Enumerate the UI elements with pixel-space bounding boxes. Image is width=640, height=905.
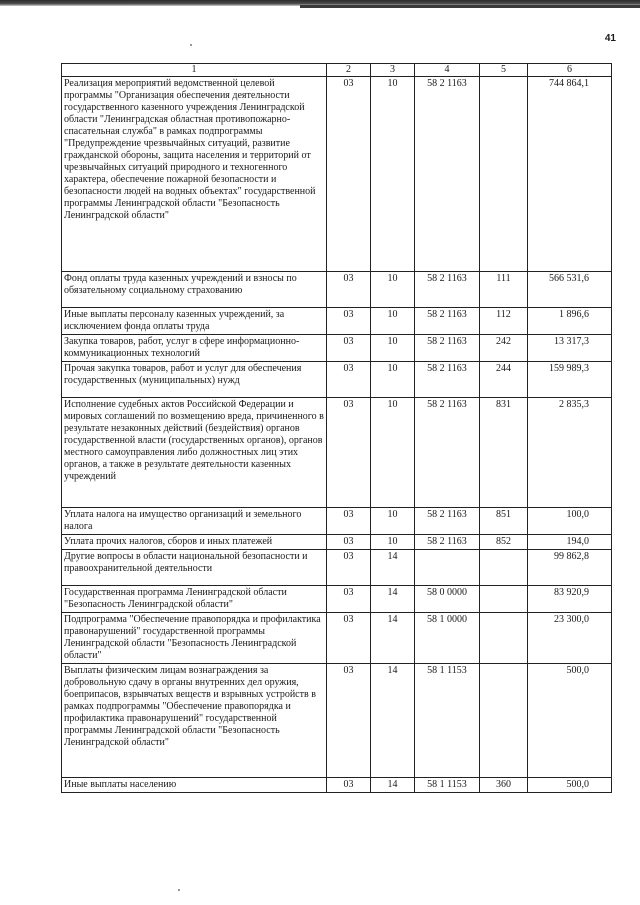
- expense-name-cell: Прочая закупка товаров, работ и услуг для обеспечения государственных (муниципальных) нужд: [62, 362, 327, 398]
- expense-name-cell: Государственная программа Ленинградской области "Безопасность Ленинградской области": [62, 586, 327, 613]
- table-header-row: [62, 64, 612, 77]
- section-code-cell: 03: [327, 362, 371, 398]
- target-item-code-cell: 58 2 1163: [415, 335, 480, 362]
- section-code-cell: 03: [327, 778, 371, 793]
- amount-cell: 566 531,6: [528, 272, 612, 308]
- table-row: [62, 398, 612, 508]
- expense-type-code-cell: [480, 613, 528, 664]
- amount-cell: 13 317,3: [528, 335, 612, 362]
- amount-cell: 83 920,9: [528, 586, 612, 613]
- section-code-cell: 03: [327, 308, 371, 335]
- expense-name-cell: Выплаты физическим лицам вознаграждения за добровольную сдачу в органы внутренних дел оружия, боеприпасов, взрывчатых веществ и взрывных устройств в рамках подпрограммы "Обеспечение правопорядка и профилактика правонарушений" государственной программы Ленинградской области "Безопасность Ленинградской области": [62, 664, 327, 778]
- expense-type-code-cell: [480, 586, 528, 613]
- expense-type-code-cell: 112: [480, 308, 528, 335]
- expense-type-code-cell: 831: [480, 398, 528, 508]
- subsection-code-cell: 14: [371, 586, 415, 613]
- target-item-code-cell: 58 2 1163: [415, 308, 480, 335]
- scan-top-edge-shadow: [300, 5, 640, 8]
- column-header: 3: [371, 64, 415, 77]
- column-header: 5: [480, 64, 528, 77]
- target-item-code-cell: 58 1 1153: [415, 664, 480, 778]
- target-item-code-cell: [415, 550, 480, 586]
- subsection-code-cell: 10: [371, 362, 415, 398]
- amount-cell: 159 989,3: [528, 362, 612, 398]
- table-row: [62, 362, 612, 398]
- expense-name-cell: Закупка товаров, работ, услуг в сфере информационно-коммуникационных технологий: [62, 335, 327, 362]
- expense-type-code-cell: 244: [480, 362, 528, 398]
- amount-cell: 500,0: [528, 778, 612, 793]
- expense-name-cell: Иные выплаты населению: [62, 778, 327, 793]
- subsection-code-cell: 10: [371, 535, 415, 550]
- section-code-cell: 03: [327, 664, 371, 778]
- expense-name-cell: Уплата налога на имущество организаций и земельного налога: [62, 508, 327, 535]
- table-row: [62, 586, 612, 613]
- expense-type-code-cell: 360: [480, 778, 528, 793]
- table-row: [62, 550, 612, 586]
- subsection-code-cell: 10: [371, 508, 415, 535]
- amount-cell: 100,0: [528, 508, 612, 535]
- amount-cell: 23 300,0: [528, 613, 612, 664]
- section-code-cell: 03: [327, 335, 371, 362]
- subsection-code-cell: 14: [371, 613, 415, 664]
- target-item-code-cell: 58 2 1163: [415, 535, 480, 550]
- expense-type-code-cell: [480, 77, 528, 272]
- section-code-cell: 03: [327, 272, 371, 308]
- column-header: 2: [327, 64, 371, 77]
- table-row: [62, 778, 612, 793]
- column-header: 1: [62, 64, 327, 77]
- target-item-code-cell: 58 2 1163: [415, 508, 480, 535]
- subsection-code-cell: 14: [371, 778, 415, 793]
- expense-name-cell: Исполнение судебных актов Российской Федерации и мировых соглашений по возмещению вреда, причиненного в результате незаконных действий (бездействия) органов государственной власти (государственных органов), органов местного самоуправления либо должностных лиц этих органов, а также в результате деятельности казенных учреждений: [62, 398, 327, 508]
- section-code-cell: 03: [327, 398, 371, 508]
- amount-cell: 99 862,8: [528, 550, 612, 586]
- table-row: [62, 664, 612, 778]
- target-item-code-cell: 58 2 1163: [415, 362, 480, 398]
- target-item-code-cell: 58 1 1153: [415, 778, 480, 793]
- column-header: 6: [528, 64, 612, 77]
- expense-type-code-cell: 852: [480, 535, 528, 550]
- expense-name-cell: Реализация мероприятий ведомственной целевой программы "Организация обеспечения деятельности государственного казенного учреждения Ленинградской области "Ленинградская областная противопожарно-спасательная служба" в рамках подпрограммы "Предупреждение чрезвычайных ситуаций, развитие гражданской обороны, защита населения и территорий от чрезвычайных ситуаций природного и техногенного характера, обеспечение пожарной безопасности и безопасности людей на водных объектах" государственной программы Ленинградской области "Безопасность Ленинградской области": [62, 77, 327, 272]
- section-code-cell: 03: [327, 77, 371, 272]
- subsection-code-cell: 14: [371, 550, 415, 586]
- amount-cell: 194,0: [528, 535, 612, 550]
- table-row: [62, 77, 612, 272]
- page-number: 41: [604, 33, 616, 44]
- expense-name-cell: Фонд оплаты труда казенных учреждений и взносы по обязательному социальному страхованию: [62, 272, 327, 308]
- table-row: [62, 613, 612, 664]
- target-item-code-cell: 58 2 1163: [415, 398, 480, 508]
- section-code-cell: 03: [327, 586, 371, 613]
- expense-name-cell: Другие вопросы в области национальной безопасности и правоохранительной деятельности: [62, 550, 327, 586]
- table-row: [62, 272, 612, 308]
- expense-name-cell: Подпрограмма "Обеспечение правопорядка и профилактика правонарушений" государственной программы Ленинградской области "Безопасность Ленинградской области": [62, 613, 327, 664]
- subsection-code-cell: 10: [371, 308, 415, 335]
- expense-type-code-cell: 242: [480, 335, 528, 362]
- budget-table: [61, 63, 612, 793]
- target-item-code-cell: 58 2 1163: [415, 272, 480, 308]
- subsection-code-cell: 10: [371, 77, 415, 272]
- amount-cell: 500,0: [528, 664, 612, 778]
- table-row: [62, 535, 612, 550]
- amount-cell: 744 864,1: [528, 77, 612, 272]
- section-code-cell: 03: [327, 535, 371, 550]
- section-code-cell: 03: [327, 508, 371, 535]
- expense-name-cell: Иные выплаты персоналу казенных учреждений, за исключением фонда оплаты труда: [62, 308, 327, 335]
- section-code-cell: 03: [327, 613, 371, 664]
- amount-cell: 1 896,6: [528, 308, 612, 335]
- section-code-cell: 03: [327, 550, 371, 586]
- target-item-code-cell: 58 1 0000: [415, 613, 480, 664]
- subsection-code-cell: 10: [371, 272, 415, 308]
- table-row: [62, 335, 612, 362]
- expense-type-code-cell: 851: [480, 508, 528, 535]
- subsection-code-cell: 14: [371, 664, 415, 778]
- scan-speck: [190, 44, 192, 46]
- table-row: [62, 308, 612, 335]
- target-item-code-cell: 58 2 1163: [415, 77, 480, 272]
- table-row: [62, 508, 612, 535]
- scan-speck: [178, 889, 180, 891]
- expense-type-code-cell: 111: [480, 272, 528, 308]
- subsection-code-cell: 10: [371, 335, 415, 362]
- amount-cell: 2 835,3: [528, 398, 612, 508]
- expense-type-code-cell: [480, 664, 528, 778]
- subsection-code-cell: 10: [371, 398, 415, 508]
- target-item-code-cell: 58 0 0000: [415, 586, 480, 613]
- expense-name-cell: Уплата прочих налогов, сборов и иных платежей: [62, 535, 327, 550]
- expense-type-code-cell: [480, 550, 528, 586]
- column-header: 4: [415, 64, 480, 77]
